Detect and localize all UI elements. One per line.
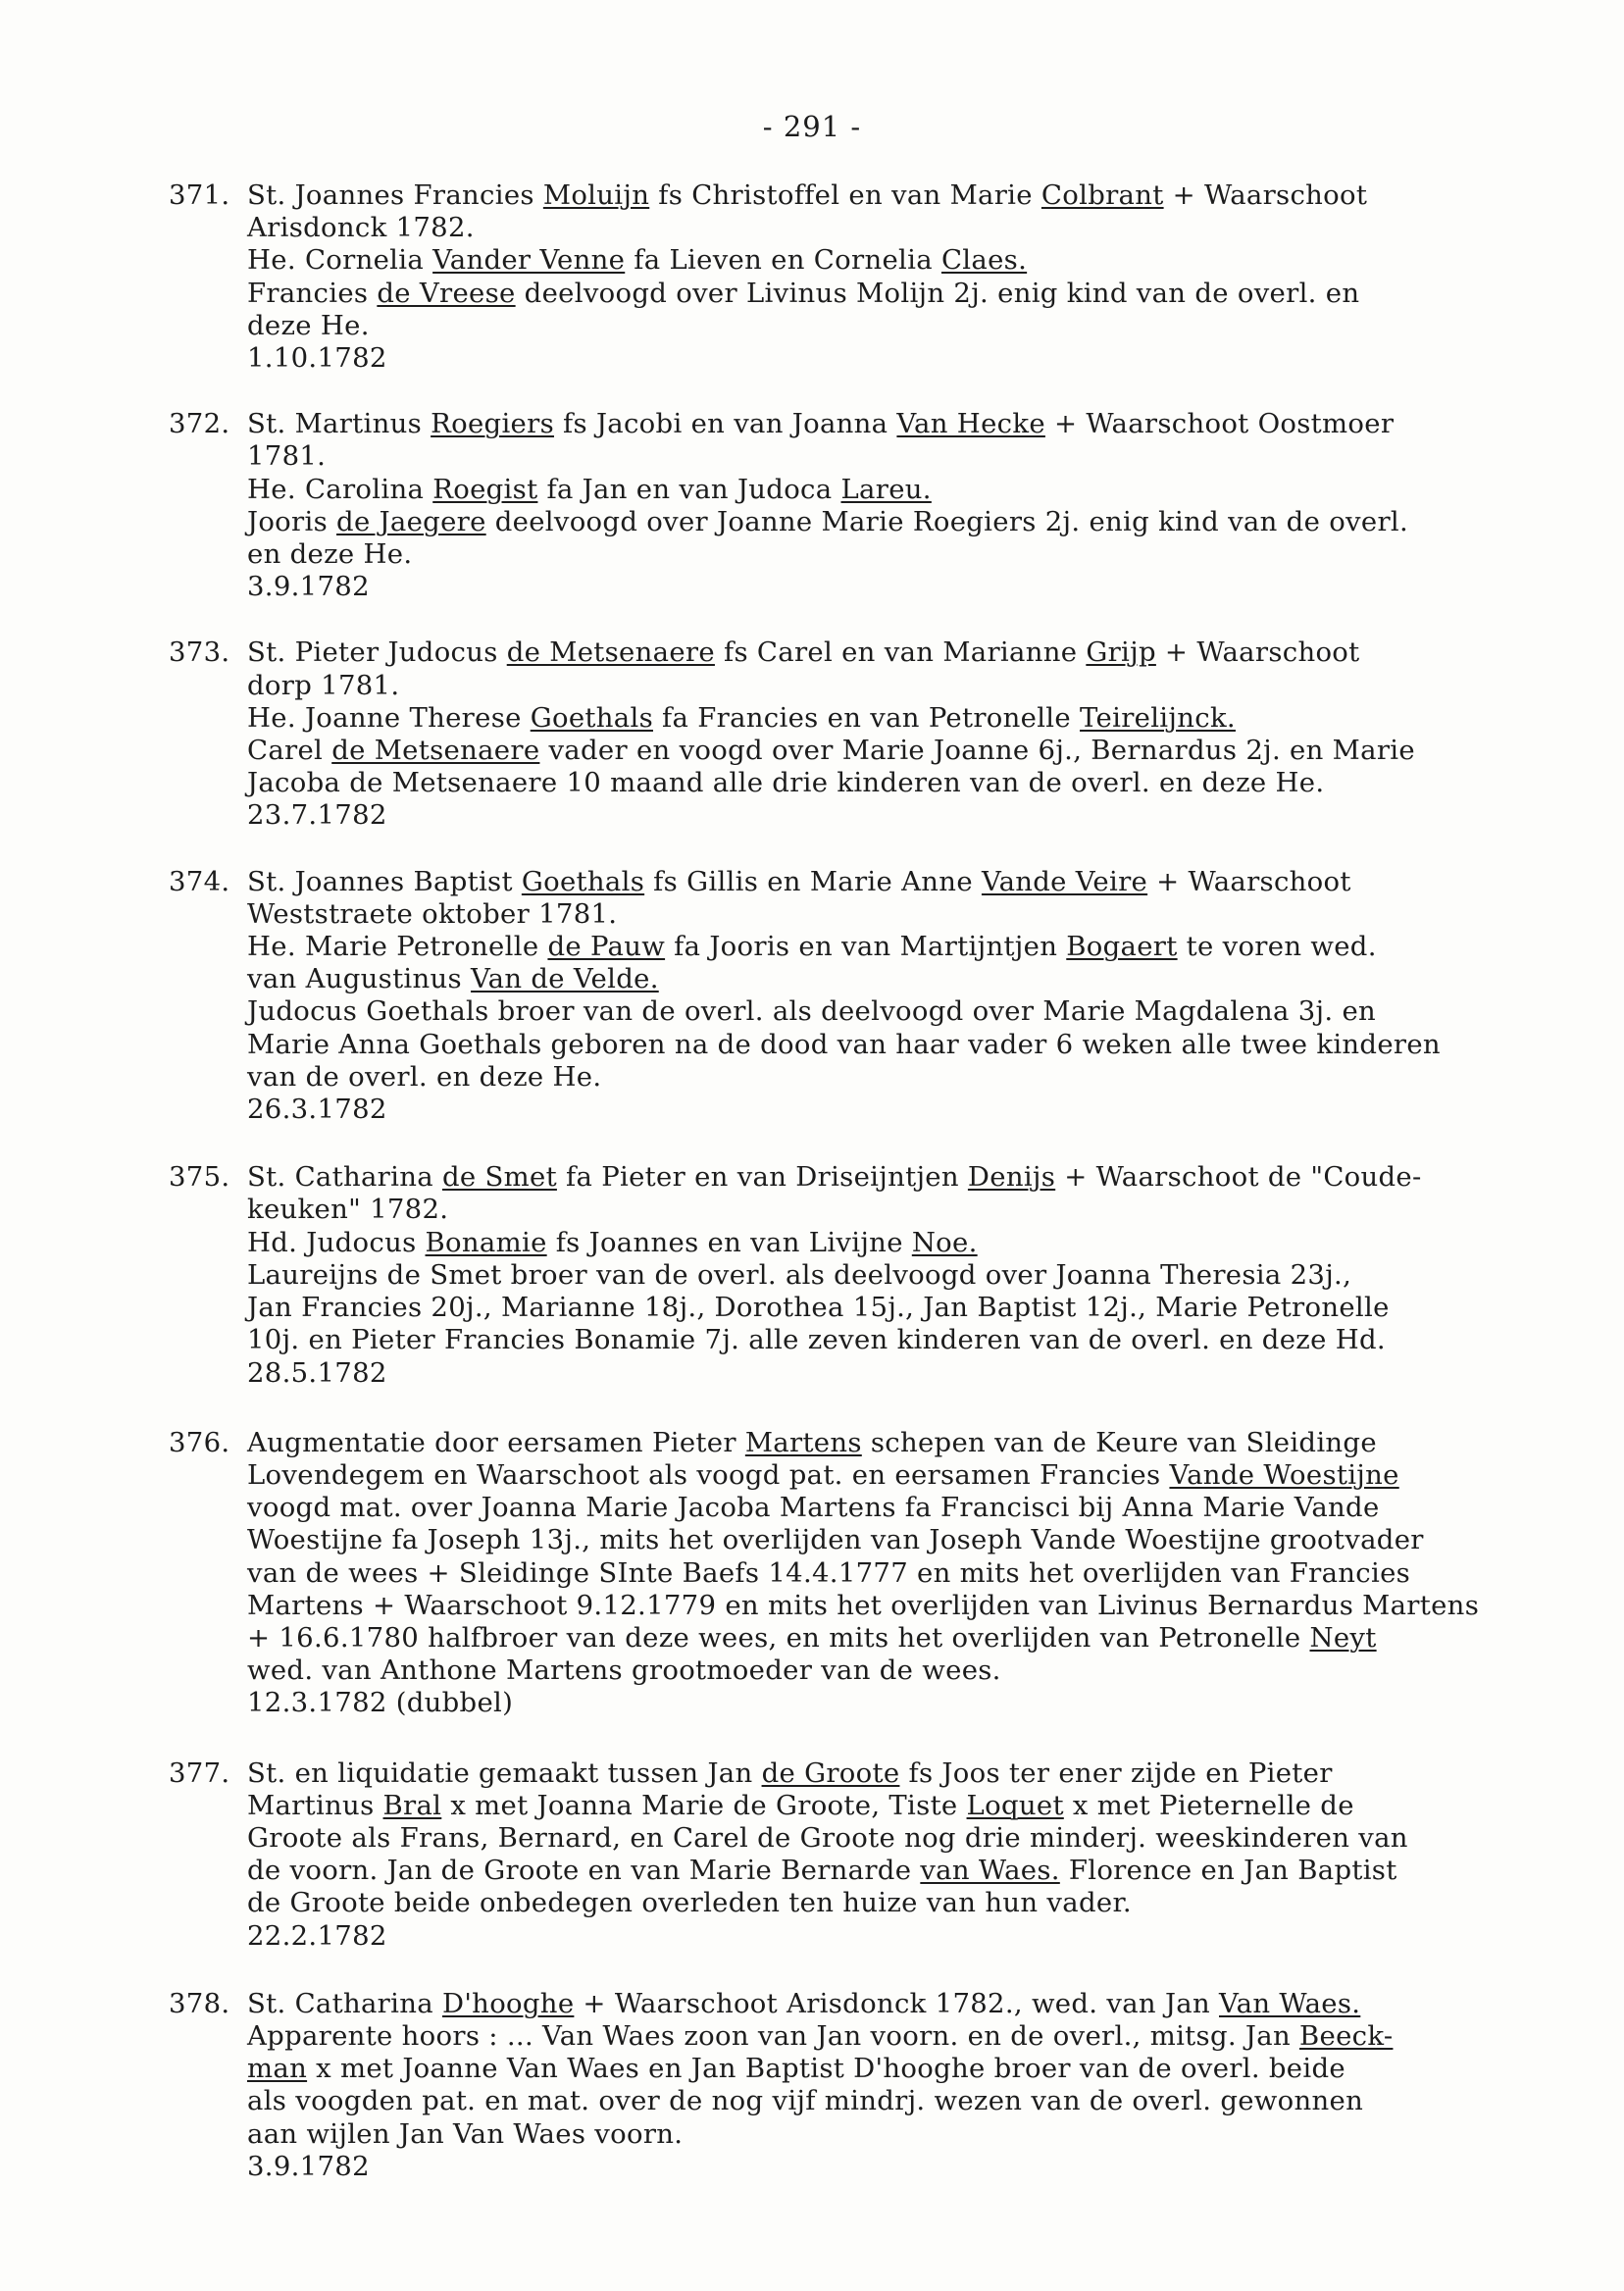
text-segment: Judocus Goethals broer van de overl. als deelvoogd over Marie Magdalena 3j. en bbox=[247, 995, 1377, 1028]
entry-376 bbox=[169, 1427, 1551, 1720]
underlined-surname: D'hooghe bbox=[441, 1987, 575, 2019]
text-segment: te voren wed. bbox=[1177, 931, 1377, 963]
underlined-surname: Martens bbox=[744, 1426, 862, 1458]
text-line bbox=[247, 1622, 1551, 1655]
text-segment: Weststraete oktober 1781. bbox=[247, 897, 618, 930]
underlined-surname: Vande Veire bbox=[981, 865, 1148, 897]
underlined-surname: Van de Velde. bbox=[471, 963, 659, 995]
text-segment: fs Christoffel en van Marie bbox=[649, 179, 1041, 211]
text-segment: deze He. bbox=[247, 309, 370, 341]
text-segment: 1.10.1782 bbox=[247, 342, 387, 375]
underlined-surname: Roegiers bbox=[431, 408, 554, 440]
text-line bbox=[247, 1920, 1551, 1953]
underlined-surname: Noe. bbox=[911, 1226, 978, 1258]
text-line bbox=[247, 179, 1551, 212]
text-segment: St. Catharina bbox=[247, 1161, 442, 1194]
text-line bbox=[247, 1292, 1551, 1324]
text-line bbox=[247, 1988, 1551, 2020]
entry-number: 374. bbox=[169, 865, 230, 897]
text-line bbox=[247, 310, 1551, 342]
text-line bbox=[247, 898, 1551, 931]
underlined-surname: de Metsenaere bbox=[331, 735, 540, 767]
text-line bbox=[247, 1061, 1551, 1094]
text-segment: deelvoogd over Livinus Molijn 2j. enig kind van de overl. en bbox=[515, 277, 1360, 309]
text-segment: fa Pieter en van Driseijntjen bbox=[556, 1161, 968, 1194]
text-line bbox=[247, 2085, 1551, 2117]
text-line bbox=[247, 474, 1551, 506]
text-segment: x met Pieternelle de bbox=[1063, 1789, 1354, 1821]
entry-text bbox=[247, 1161, 1551, 1389]
text-line bbox=[247, 440, 1551, 473]
text-segment: dorp 1781. bbox=[247, 669, 400, 701]
text-segment: 10j. en Pieter Francies Bonamie 7j. alle zeven kinderen van de overl. en deze Hd. bbox=[247, 1324, 1386, 1356]
underlined-surname: Beeck- bbox=[1299, 2019, 1394, 2052]
text-segment: St. Catharina bbox=[247, 1987, 442, 2019]
text-segment: 3.9.1782 bbox=[247, 2150, 370, 2182]
text-segment: Francies bbox=[247, 277, 378, 309]
text-segment: van Augustinus bbox=[247, 963, 472, 995]
text-segment: fs Joos ter ener zijde en Pieter bbox=[899, 1756, 1333, 1789]
text-segment: 23.7.1782 bbox=[247, 799, 387, 832]
text-line bbox=[247, 1357, 1551, 1390]
text-segment: 26.3.1782 bbox=[247, 1094, 387, 1126]
underlined-surname: Lareu. bbox=[840, 473, 932, 505]
text-line bbox=[247, 1459, 1551, 1492]
text-segment: als voogden pat. en mat. over de nog vijf mindrj. wezen van de overl. gewonnen bbox=[247, 2085, 1364, 2117]
text-line bbox=[247, 767, 1551, 799]
text-line bbox=[247, 1822, 1551, 1855]
text-segment: en deze He. bbox=[247, 538, 413, 571]
text-segment: He. Joanne Therese bbox=[247, 701, 531, 734]
text-segment: St. en liquidatie gemaakt tussen Jan bbox=[247, 1756, 762, 1789]
text-line bbox=[247, 1887, 1551, 1919]
text-segment: 28.5.1782 bbox=[247, 1356, 387, 1389]
entry-text bbox=[247, 1427, 1551, 1720]
underlined-surname: van Waes. bbox=[920, 1855, 1060, 1887]
text-line bbox=[247, 636, 1551, 669]
text-segment: vader en voogd over Marie Joanne 6j., Bernardus 2j. en Marie bbox=[539, 735, 1415, 767]
text-line bbox=[247, 1687, 1551, 1719]
underlined-surname: Goethals bbox=[521, 865, 645, 897]
underlined-surname: de Pauw bbox=[547, 931, 666, 963]
text-segment: 1781. bbox=[247, 440, 327, 473]
text-segment: Woestijne fa Joseph 13j., mits het overlijden van Joseph Vande Woestijne grootvader bbox=[247, 1524, 1424, 1556]
underlined-surname: Bogaert bbox=[1066, 931, 1178, 963]
entry-text bbox=[247, 636, 1551, 832]
entry-text bbox=[247, 179, 1551, 375]
text-segment: Martens + Waarschoot 9.12.1779 en mits het overlijden van Livinus Bernardus Martens bbox=[247, 1589, 1480, 1621]
text-segment: + Waarschoot de "Coude- bbox=[1055, 1161, 1422, 1194]
text-segment: de Groote beide onbedegen overleden ten huize van hun vader. bbox=[247, 1887, 1132, 1919]
text-segment: + Waarschoot bbox=[1163, 179, 1368, 211]
entry-374 bbox=[169, 866, 1551, 1127]
text-segment: fs Joannes en van Livijne bbox=[546, 1226, 912, 1258]
underlined-surname: Goethals bbox=[530, 701, 653, 734]
text-line bbox=[247, 1094, 1551, 1126]
underlined-surname: de Smet bbox=[441, 1161, 557, 1194]
text-segment: fs Gillis en Marie Anne bbox=[644, 865, 982, 897]
text-segment: Jan Francies 20j., Marianne 18j., Dorothea 15j., Jan Baptist 12j., Marie Petronelle bbox=[247, 1292, 1390, 1324]
text-segment: St. Pieter Judocus bbox=[247, 636, 507, 669]
entry-number: 375. bbox=[169, 1161, 230, 1194]
text-segment: + Waarschoot bbox=[1155, 636, 1360, 669]
entry-377 bbox=[169, 1757, 1551, 1953]
text-line bbox=[247, 1492, 1551, 1524]
text-segment: Hd. Judocus bbox=[247, 1226, 426, 1258]
underlined-surname: de Jaegere bbox=[336, 505, 486, 537]
text-line bbox=[247, 2151, 1551, 2183]
text-line bbox=[247, 1790, 1551, 1822]
text-segment: keuken" 1782. bbox=[247, 1194, 449, 1226]
entry-378 bbox=[169, 1988, 1551, 2183]
underlined-surname: Denijs bbox=[967, 1161, 1056, 1194]
text-line bbox=[247, 212, 1551, 244]
text-segment: fa Jooris en van Martijntjen bbox=[665, 931, 1067, 963]
entry-number: 371. bbox=[169, 179, 230, 211]
entry-number: 373. bbox=[169, 636, 230, 669]
text-segment: fa Lieven en Cornelia bbox=[625, 244, 941, 277]
text-segment: x met Joanne Van Waes en Jan Baptist D'hooghe broer van de overl. beide bbox=[307, 2053, 1345, 2085]
underlined-surname: Vande Woestijne bbox=[1169, 1458, 1399, 1491]
text-segment: He. Cornelia bbox=[247, 244, 433, 277]
text-segment: aan wijlen Jan Van Waes voorn. bbox=[247, 2117, 684, 2150]
text-line bbox=[247, 1324, 1551, 1356]
underlined-surname: de Groote bbox=[761, 1756, 900, 1789]
text-segment: de voorn. Jan de Groote en van Marie Bernarde bbox=[247, 1855, 921, 1887]
entry-373 bbox=[169, 636, 1551, 832]
text-segment: Augmentatie door eersamen Pieter bbox=[247, 1426, 745, 1458]
text-line bbox=[247, 278, 1551, 310]
entry-372 bbox=[169, 408, 1551, 603]
entry-375 bbox=[169, 1161, 1551, 1389]
text-segment: He. Marie Petronelle bbox=[247, 931, 548, 963]
text-line bbox=[247, 799, 1551, 832]
text-segment: fs Carel en van Marianne bbox=[714, 636, 1087, 669]
text-line bbox=[247, 995, 1551, 1028]
entry-text bbox=[247, 1757, 1551, 1953]
text-line bbox=[247, 2020, 1551, 2053]
entry-number: 377. bbox=[169, 1756, 230, 1789]
text-segment: Jooris bbox=[247, 505, 337, 537]
text-segment: voogd mat. over Joanna Marie Jacoba Martens fa Francisci bij Anna Marie Vande bbox=[247, 1492, 1380, 1524]
text-segment: Laureijns de Smet broer van de overl. als deelvoogd over Joanna Theresia 23j., bbox=[247, 1258, 1352, 1291]
underlined-surname: Neyt bbox=[1309, 1621, 1377, 1654]
text-segment: fa Jan en van Judoca bbox=[537, 473, 841, 505]
text-line bbox=[247, 571, 1551, 603]
underlined-surname: Vander Venne bbox=[432, 244, 626, 277]
text-line bbox=[247, 963, 1551, 995]
text-segment: fa Francies en van Petronelle bbox=[653, 701, 1081, 734]
text-segment: 12.3.1782 (dubbel) bbox=[247, 1687, 514, 1719]
entry-text bbox=[247, 1988, 1551, 2183]
text-segment: He. Carolina bbox=[247, 473, 433, 505]
text-line bbox=[247, 931, 1551, 963]
underlined-surname: de Vreese bbox=[377, 277, 516, 309]
underlined-surname: Loquet bbox=[966, 1789, 1064, 1821]
text-line bbox=[247, 1590, 1551, 1622]
text-segment: van de overl. en deze He. bbox=[247, 1060, 602, 1093]
text-line bbox=[247, 1194, 1551, 1226]
text-segment: Florence en Jan Baptist bbox=[1059, 1855, 1397, 1887]
underlined-surname: Teirelijnck. bbox=[1080, 701, 1236, 734]
text-segment: Martinus bbox=[247, 1789, 383, 1821]
text-segment: Groote als Frans, Bernard, en Carel de Groote nog drie minderj. weeskinderen van bbox=[247, 1821, 1408, 1854]
text-line bbox=[247, 1655, 1551, 1687]
text-segment: + Waarschoot bbox=[1147, 865, 1351, 897]
text-line bbox=[247, 506, 1551, 538]
entry-text bbox=[247, 408, 1551, 603]
text-line bbox=[247, 2118, 1551, 2151]
text-line bbox=[247, 244, 1551, 277]
underlined-surname: Bonamie bbox=[425, 1226, 547, 1258]
text-segment: deelvoogd over Joanne Marie Roegiers 2j. enig kind van de overl. bbox=[485, 505, 1409, 537]
entry-number: 376. bbox=[169, 1426, 230, 1458]
text-segment: St. Joannes Francies bbox=[247, 179, 543, 211]
underlined-surname: Roegist bbox=[432, 473, 538, 505]
underlined-surname: Claes. bbox=[940, 244, 1028, 277]
text-segment: fs Jacobi en van Joanna bbox=[553, 408, 897, 440]
text-segment: Jacoba de Metsenaere 10 maand alle drie kinderen van de overl. en deze He. bbox=[247, 767, 1325, 799]
text-line bbox=[247, 1557, 1551, 1590]
underlined-surname: Colbrant bbox=[1040, 179, 1164, 211]
underlined-surname: Van Hecke bbox=[896, 408, 1045, 440]
text-line bbox=[247, 408, 1551, 440]
text-line bbox=[247, 735, 1551, 767]
text-line bbox=[247, 1757, 1551, 1790]
text-segment: 3.9.1782 bbox=[247, 571, 370, 603]
text-segment: + 16.6.1780 halfbroer van deze wees, en mits het overlijden van Petronelle bbox=[247, 1621, 1310, 1654]
text-line bbox=[247, 2053, 1551, 2085]
page-number: - 291 - bbox=[762, 110, 862, 143]
underlined-surname: Moluijn bbox=[542, 179, 650, 211]
underlined-surname: Van Waes. bbox=[1219, 1987, 1361, 2019]
entry-list bbox=[169, 179, 1551, 2216]
text-line bbox=[247, 866, 1551, 898]
text-segment: Arisdonck 1782. bbox=[247, 212, 475, 244]
underlined-surname: Grijp bbox=[1086, 636, 1156, 669]
text-segment: St. Martinus bbox=[247, 408, 431, 440]
text-segment: Lovendegem en Waarschoot als voogd pat. en eersamen Francies bbox=[247, 1458, 1170, 1491]
text-segment: 22.2.1782 bbox=[247, 1919, 387, 1952]
text-line bbox=[247, 670, 1551, 702]
text-line bbox=[247, 702, 1551, 735]
text-segment: + Waarschoot Arisdonck 1782., wed. van Jan bbox=[574, 1987, 1220, 2019]
text-line bbox=[247, 1227, 1551, 1259]
text-segment: wed. van Anthone Martens grootmoeder van de wees. bbox=[247, 1655, 1001, 1687]
text-segment: Apparente hoors : ... Van Waes zoon van Jan voorn. en de overl., mitsg. Jan bbox=[247, 2019, 1300, 2052]
text-line bbox=[247, 1161, 1551, 1194]
text-line bbox=[247, 1427, 1551, 1459]
underlined-surname: de Metsenaere bbox=[506, 636, 715, 669]
text-line bbox=[247, 342, 1551, 375]
text-segment: + Waarschoot Oostmoer bbox=[1044, 408, 1395, 440]
entry-number: 372. bbox=[169, 408, 230, 440]
entry-text bbox=[247, 866, 1551, 1127]
text-line bbox=[247, 1855, 1551, 1887]
text-segment: Marie Anna Goethals geboren na de dood van haar vader 6 weken alle twee kinderen bbox=[247, 1028, 1441, 1060]
text-line bbox=[247, 538, 1551, 571]
entry-371 bbox=[169, 179, 1551, 375]
text-line bbox=[247, 1259, 1551, 1292]
underlined-surname: man bbox=[247, 2053, 308, 2085]
text-line bbox=[247, 1524, 1551, 1556]
text-segment: van de wees + Sleidinge SInte Baefs 14.4.1777 en mits het overlijden van Francies bbox=[247, 1556, 1411, 1589]
text-segment: x met Joanna Marie de Groote, Tiste bbox=[441, 1789, 967, 1821]
underlined-surname: Bral bbox=[382, 1789, 442, 1821]
text-segment: St. Joannes Baptist bbox=[247, 865, 522, 897]
entry-number: 378. bbox=[169, 1987, 230, 2019]
text-segment: schepen van de Keure van Sleidinge bbox=[861, 1426, 1377, 1458]
text-line bbox=[247, 1029, 1551, 1061]
text-segment: Carel bbox=[247, 735, 332, 767]
